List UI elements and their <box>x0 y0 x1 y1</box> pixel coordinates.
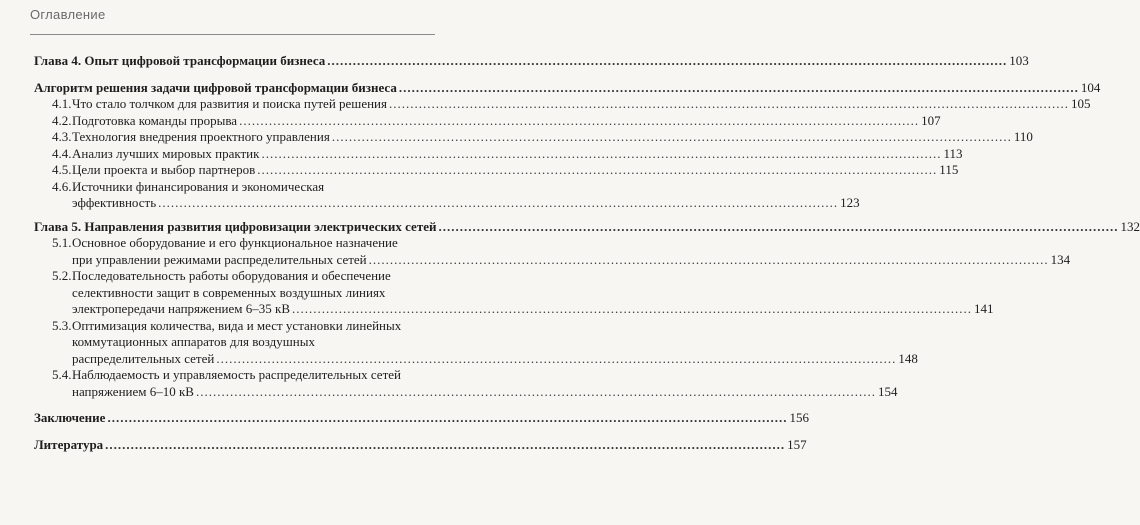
page-number: 110 <box>1013 129 1033 144</box>
dot-leader <box>257 162 937 179</box>
dot-leader <box>239 113 919 130</box>
toc-section-entry[interactable] <box>34 268 994 318</box>
table-of-contents <box>34 53 1140 453</box>
page-number: 156 <box>789 410 809 425</box>
toc-section-entry[interactable] <box>34 96 1091 113</box>
entry-title: Основное оборудование и его функциональное назначение <box>72 235 398 250</box>
entry-title: селективности защит в современных воздушных линиях <box>72 284 386 300</box>
dot-leader <box>261 146 941 163</box>
toc-section-entry[interactable] <box>34 317 918 368</box>
entry-title: Оптимизация количества, вида и мест установки линейных <box>72 317 402 333</box>
page-number: 104 <box>1080 79 1101 95</box>
dot-leader <box>389 96 1069 113</box>
entry-title: Глава 4. Опыт цифровой трансформации бизнеса <box>34 53 326 68</box>
toc-spacer <box>34 427 436 437</box>
entry-title: Последовательность работы оборудования и обеспечение <box>72 268 391 283</box>
toc-section-entry[interactable] <box>34 178 860 212</box>
section-number: 4.2. <box>52 112 72 128</box>
entry-title: Цели проекта и выбор партнеров <box>72 162 256 177</box>
header-rule <box>30 34 435 35</box>
entry-title: Глава 5. Направления развития цифровизации электрических сетей <box>34 218 437 234</box>
section-number: 5.3. <box>52 317 72 333</box>
section-number: 4.1. <box>52 96 72 111</box>
toc-section-entry[interactable] <box>34 235 1071 268</box>
entry-title: при управлении режимами распределительных сетей <box>72 251 367 267</box>
dot-leader <box>158 195 838 212</box>
page-number: 132 <box>1120 218 1140 234</box>
page-number: 115 <box>939 162 959 177</box>
toc-chapter-entry[interactable] <box>34 410 809 427</box>
page-number: 157 <box>787 436 807 452</box>
entry-title: Алгоритм решения задачи цифровой трансформации бизнеса <box>34 79 397 95</box>
entry-title: Анализ лучших мировых практик <box>72 145 260 161</box>
entry-title: электропередачи напряжением 6–35 кВ <box>72 301 290 316</box>
toc-chapter-entry[interactable] <box>34 53 1029 70</box>
entry-title: Подготовка команды прорыва <box>72 112 238 128</box>
section-number: 5.2. <box>52 268 72 283</box>
toc-chapter-entry[interactable] <box>34 436 807 454</box>
entry-title: Литература <box>34 436 104 452</box>
toc-chapter-entry[interactable] <box>34 79 1101 97</box>
dot-leader <box>399 80 1079 97</box>
page-number: 134 <box>1050 251 1071 267</box>
entry-title: распределительных сетей <box>72 350 215 366</box>
toc-spacer <box>34 400 436 410</box>
toc-spacer <box>34 70 436 80</box>
dot-leader <box>105 437 785 454</box>
dot-leader <box>196 384 876 401</box>
entry-title: Что стало толчком для развития и поиска путей решения <box>72 96 387 111</box>
dot-leader <box>332 129 1012 146</box>
section-number: 5.4. <box>52 367 72 382</box>
page-number: 107 <box>921 112 941 128</box>
section-number: 5.1. <box>52 235 72 250</box>
entry-title: Источники финансирования и экономическая <box>72 178 325 194</box>
entry-title: Технология внедрения проектного управления <box>72 129 330 144</box>
dot-leader <box>107 410 787 427</box>
page-number: 105 <box>1070 96 1091 111</box>
section-number: 4.3. <box>52 129 72 144</box>
toc-section-entry[interactable] <box>34 145 963 163</box>
page-number: 123 <box>840 195 860 210</box>
page-number: 113 <box>943 145 963 161</box>
toc-spacer <box>34 212 436 219</box>
dot-leader <box>292 301 972 318</box>
section-number: 4.4. <box>52 145 72 161</box>
entry-title: Наблюдаемость и управляемость распределительных сетей <box>72 367 401 382</box>
toc-section-entry[interactable] <box>34 112 941 130</box>
entry-title: напряжением 6–10 кВ <box>72 383 194 399</box>
running-head: Оглавление <box>30 7 106 22</box>
toc-section-entry[interactable] <box>34 129 1033 146</box>
dot-leader <box>438 219 1118 236</box>
page-number: 141 <box>974 301 994 316</box>
dot-leader <box>216 351 896 368</box>
dot-leader <box>369 252 1049 269</box>
page-number: 154 <box>877 383 898 399</box>
dot-leader <box>327 53 1007 70</box>
page-number: 103 <box>1009 53 1029 68</box>
toc-chapter-entry[interactable] <box>34 218 1140 236</box>
toc-section-entry[interactable] <box>34 367 898 400</box>
section-number: 4.6. <box>52 178 72 194</box>
entry-title: Заключение <box>34 410 106 425</box>
entry-title: коммутационных аппаратов для воздушных <box>72 334 315 349</box>
section-number: 4.5. <box>52 162 72 177</box>
entry-title: эффективность <box>72 195 157 210</box>
toc-section-entry[interactable] <box>34 162 959 179</box>
page-number: 148 <box>898 350 918 366</box>
